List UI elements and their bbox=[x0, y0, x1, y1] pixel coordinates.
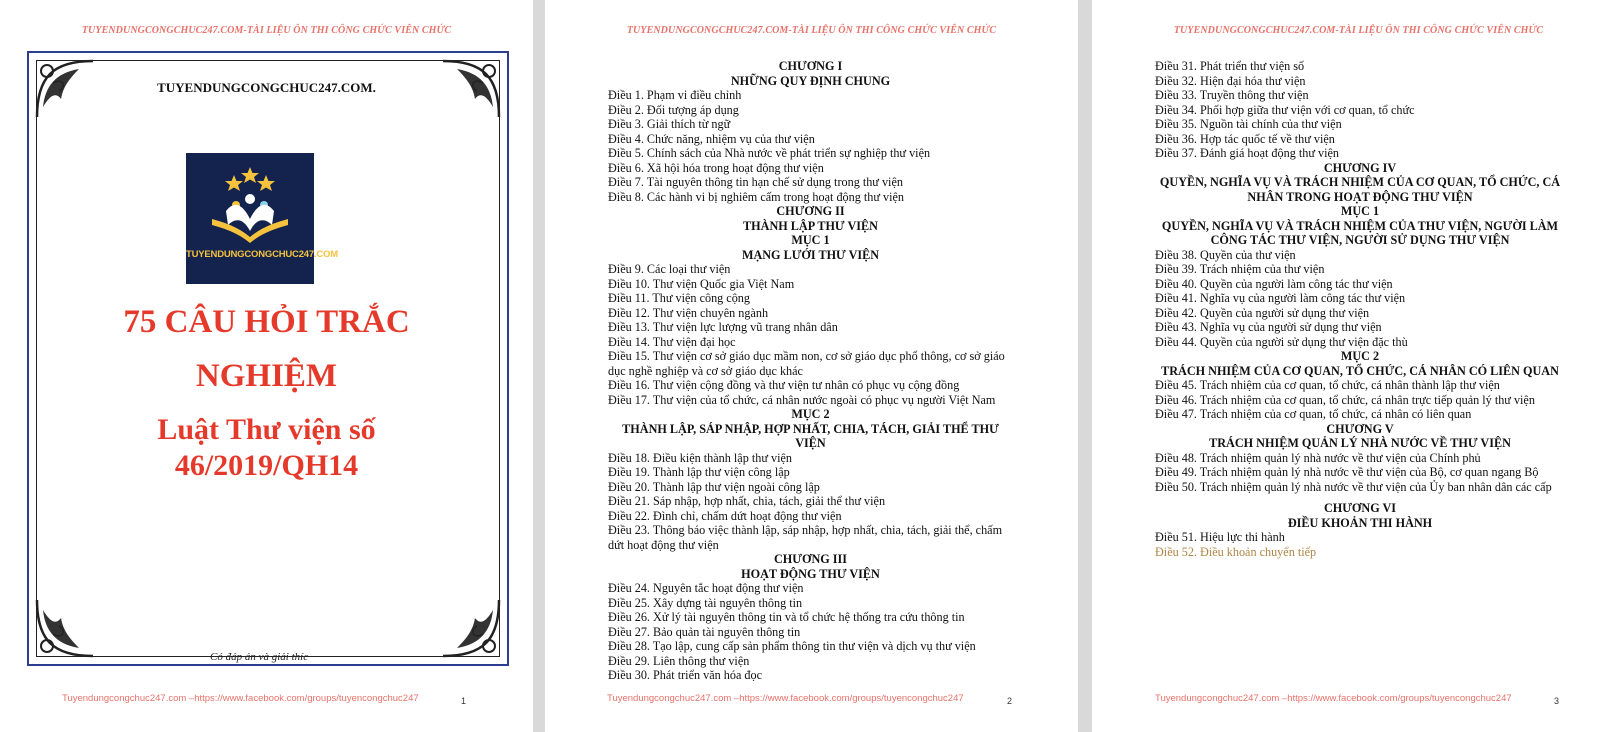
toc-entry[interactable]: Điều 12. Thư viện chuyên ngành bbox=[608, 305, 769, 320]
toc-entry[interactable]: Điều 31. Phát triển thư viện số bbox=[1155, 59, 1305, 73]
toc-heading: QUYỀN, NGHĨA VỤ VÀ TRÁCH NHIỆM CỦA THƯ VIỆN, NGƯỜI LÀM CÔNG TÁC THƯ VIỆN, NGƯỜI SỬ DỤNG THƯ VIỆN bbox=[1161, 218, 1559, 247]
toc-heading: THÀNH LẬP, SÁP NHẬP, HỢP NHẤT, CHIA, TÁCH, GIẢI THỂ THƯ VIỆN bbox=[622, 421, 999, 450]
cover-site-name: TUYENDUNGCONGCHUC247.COM. bbox=[157, 80, 376, 95]
toc-heading: MẠNG LƯỚI THƯ VIỆN bbox=[741, 247, 880, 262]
toc-entry[interactable]: Điều 30. Phát triển văn hóa đọc bbox=[608, 668, 762, 682]
toc-heading: ĐIỀU KHOẢN THI HÀNH bbox=[1287, 515, 1433, 530]
cover-note: Có đáp án và giải thíc bbox=[210, 651, 309, 663]
page-header: TUYENDUNGCONGCHUC247.COM-TÀI LIỆU ÔN THI CÔNG CHỨC VIÊN CHỨC bbox=[626, 25, 997, 36]
toc-entry[interactable]: Điều 5. Chính sách của Nhà nước về phát triển sự nghiệp thư viện bbox=[608, 146, 931, 160]
toc-entry[interactable]: Điều 41. Nghĩa vụ của người làm công tác thư viện bbox=[1155, 291, 1406, 305]
toc-entry[interactable]: Điều 10. Thư viện Quốc gia Việt Nam bbox=[608, 276, 795, 291]
toc-heading: NHỮNG QUY ĐỊNH CHUNG bbox=[730, 73, 891, 88]
toc-entry[interactable]: Điều 36. Hợp tác quốc tế về thư viện bbox=[1155, 131, 1335, 146]
logo-text: TUYENDUNGCONGCHUC247.COM bbox=[186, 249, 338, 260]
toc-heading: CHƯƠNG III bbox=[773, 552, 848, 566]
footer-link[interactable]: Tuyendungcongchuc247.com –https://www.facebook.com/groups/tuyencongchuc247 bbox=[1155, 693, 1512, 704]
page-number: 3 bbox=[1554, 696, 1560, 706]
toc-entry[interactable]: Điều 49. Trách nhiệm quản lý nhà nước về thư viện của Bộ, cơ quan ngang Bộ bbox=[1155, 465, 1539, 479]
toc-entry[interactable]: Điều 47. Trách nhiệm của cơ quan, tổ chức, cá nhân có liên quan bbox=[1155, 407, 1472, 421]
page-2 bbox=[545, 0, 1078, 732]
toc-entry[interactable]: Điều 20. Thành lập thư viện ngoài công lập bbox=[608, 479, 820, 494]
toc-entry[interactable]: Điều 16. Thư viện cộng đồng và thư viện tư nhân có phục vụ cộng đồng bbox=[608, 378, 960, 392]
page-header: TUYENDUNGCONGCHUC247.COM-TÀI LIỆU ÔN THI CÔNG CHỨC VIÊN CHỨC bbox=[81, 25, 452, 36]
toc-heading: MỤC 2 bbox=[791, 407, 830, 421]
cover-subtitle-line2: 46/2019/QH14 bbox=[174, 449, 359, 482]
toc-entry[interactable]: Điều 1. Phạm vi điều chỉnh bbox=[608, 88, 742, 102]
toc-entry[interactable]: Điều 37. Đánh giá hoạt động thư viện bbox=[1155, 146, 1339, 160]
toc-entry[interactable]: Điều 39. Trách nhiệm của thư viện bbox=[1155, 262, 1325, 276]
toc-entry[interactable]: Điều 6. Xã hội hóa trong hoạt động thư viện bbox=[608, 160, 824, 175]
table-of-contents bbox=[1155, 59, 1565, 559]
toc-entry[interactable]: Điều 23. Thông báo việc thành lập, sáp nhập, hợp nhất, chia, tách, giải thể, chấm dứt hoạt động thư viện bbox=[608, 523, 1003, 552]
toc-entry[interactable]: Điều 25. Xây dựng tài nguyên thông tin bbox=[608, 595, 803, 610]
toc-heading: CHƯƠNG VI bbox=[1323, 501, 1397, 515]
toc-heading: CHƯƠNG V bbox=[1326, 421, 1394, 436]
page-number: 2 bbox=[1007, 696, 1013, 706]
toc-entry[interactable]: Điều 33. Truyền thông thư viện bbox=[1155, 88, 1309, 102]
spacer bbox=[1155, 494, 1565, 501]
footer-link[interactable]: Tuyendungcongchuc247.com –https://www.facebook.com/groups/tuyencongchuc247 bbox=[607, 693, 964, 704]
toc-heading: MỤC 2 bbox=[1340, 349, 1380, 363]
toc-entry[interactable]: Điều 52. Điều khoản chuyển tiếp bbox=[1155, 544, 1317, 559]
toc-entry[interactable]: Điều 22. Đình chỉ, chấm dứt hoạt động thư viện bbox=[608, 508, 842, 523]
toc-heading: MỤC 1 bbox=[791, 233, 830, 247]
page-3 bbox=[1092, 0, 1600, 732]
toc-entry[interactable]: Điều 18. Điều kiện thành lập thư viện bbox=[608, 450, 792, 465]
page-1 bbox=[0, 0, 533, 732]
toc-heading: CHƯƠNG II bbox=[776, 204, 845, 218]
brand-logo bbox=[186, 153, 338, 284]
toc-heading: THÀNH LẬP THƯ VIỆN bbox=[743, 218, 878, 233]
toc-entry[interactable]: Điều 38. Quyền của thư viện bbox=[1155, 247, 1296, 262]
ornament-corner-icon bbox=[437, 594, 503, 660]
toc-heading: QUYỀN, NGHĨA VỤ VÀ TRÁCH NHIỆM CỦA CƠ QUAN, TỔ CHỨC, CÁ NHÂN TRONG HOẠT ĐỘNG THƯ VIỆN bbox=[1159, 175, 1561, 204]
toc-entry[interactable]: Điều 43. Nghĩa vụ của người sử dụng thư viện bbox=[1155, 320, 1382, 334]
toc-entry[interactable]: Điều 46. Trách nhiệm của cơ quan, tổ chức, cá nhân trực tiếp quản lý thư viện bbox=[1155, 392, 1535, 407]
toc-heading: CHƯƠNG IV bbox=[1323, 160, 1397, 175]
table-of-contents bbox=[608, 59, 1013, 683]
toc-entry[interactable]: Điều 7. Tài nguyên thông tin hạn chế sử dụng trong thư viện bbox=[608, 175, 903, 189]
cover-subtitle-line1: Luật Thư viện số bbox=[157, 413, 376, 446]
toc-entry[interactable]: Điều 29. Liên thông thư viện bbox=[608, 653, 750, 668]
toc-entry[interactable]: Điều 42. Quyền của người sử dụng thư viện bbox=[1155, 305, 1370, 320]
toc-entry[interactable]: Điều 35. Nguồn tài chính của thư viện bbox=[1155, 117, 1342, 131]
toc-heading: MỤC 1 bbox=[1340, 204, 1380, 218]
toc-heading: TRÁCH NHIỆM QUẢN LÝ NHÀ NƯỚC VỀ THƯ VIỆN bbox=[1209, 436, 1511, 450]
toc-entry[interactable]: Điều 40. Quyền của người làm công tác thư viện bbox=[1155, 276, 1393, 291]
toc-entry[interactable]: Điều 51. Hiệu lực thi hành bbox=[1155, 530, 1285, 544]
toc-entry[interactable]: Điều 15. Thư viện cơ sở giáo dục mầm non, cơ sở giáo dục phổ thông, cơ sở giáo dục nghề nghiệp và cơ sở giáo dục khác bbox=[608, 349, 1005, 378]
ornament-corner-icon bbox=[33, 594, 99, 660]
footer-link[interactable]: Tuyendungcongchuc247.com –https://www.facebook.com/groups/tuyencongchuc247 bbox=[62, 693, 419, 704]
toc-entry[interactable]: Điều 48. Trách nhiệm quản lý nhà nước về thư viện của Chính phủ bbox=[1155, 450, 1481, 465]
toc-entry[interactable]: Điều 32. Hiện đại hóa thư viện bbox=[1155, 73, 1306, 88]
toc-entry[interactable]: Điều 24. Nguyên tắc hoạt động thư viện bbox=[608, 581, 804, 595]
toc-entry[interactable]: Điều 50. Trách nhiệm quản lý nhà nước về thư viện của Ủy ban nhân dân các cấp bbox=[1155, 479, 1552, 494]
toc-entry[interactable]: Điều 11. Thư viện công cộng bbox=[608, 291, 750, 305]
toc-entry[interactable]: Điều 21. Sáp nhập, hợp nhất, chia, tách, giải thể thư viện bbox=[608, 494, 886, 508]
toc-entry[interactable]: Điều 27. Bảo quản tài nguyên thông tin bbox=[608, 624, 801, 639]
toc-entry[interactable]: Điều 45. Trách nhiệm của cơ quan, tổ chức, cá nhân thành lập thư viện bbox=[1155, 378, 1500, 392]
toc-heading: TRÁCH NHIỆM CỦA CƠ QUAN, TỔ CHỨC, CÁ NHÂN CÓ LIÊN QUAN bbox=[1161, 363, 1559, 378]
page-header: TUYENDUNGCONGCHUC247.COM-TÀI LIỆU ÔN THI CÔNG CHỨC VIÊN CHỨC bbox=[1173, 25, 1544, 36]
toc-entry[interactable]: Điều 34. Phối hợp giữa thư viện với cơ quan, tổ chức bbox=[1155, 102, 1415, 117]
toc-entry[interactable]: Điều 44. Quyền của người sử dụng thư viện đặc thù bbox=[1155, 334, 1408, 349]
page-number: 1 bbox=[461, 696, 467, 706]
book-stars-icon bbox=[186, 153, 314, 253]
toc-entry[interactable]: Điều 13. Thư viện lực lượng vũ trang nhân dân bbox=[608, 320, 838, 334]
toc-entry[interactable]: Điều 9. Các loại thư viện bbox=[608, 262, 731, 276]
toc-entry[interactable]: Điều 17. Thư viện của tổ chức, cá nhân nước ngoài có phục vụ người Việt Nam bbox=[608, 392, 996, 407]
cover-title-line2: NGHIỆM bbox=[195, 358, 338, 394]
cover-title-line1: 75 CÂU HỎI TRẮC bbox=[123, 304, 410, 340]
toc-heading: HOẠT ĐỘNG THƯ VIỆN bbox=[741, 566, 880, 581]
toc-entry[interactable]: Điều 2. Đối tượng áp dụng bbox=[608, 102, 739, 117]
toc-entry[interactable]: Điều 26. Xử lý tài nguyên thông tin và tổ chức hệ thống tra cứu thông tin bbox=[608, 610, 965, 624]
toc-entry[interactable]: Điều 4. Chức năng, nhiệm vụ của thư viện bbox=[608, 131, 815, 146]
toc-entry[interactable]: Điều 28. Tạo lập, cung cấp sản phẩm thông tin thư viện và dịch vụ thư viện bbox=[608, 639, 976, 653]
toc-heading: CHƯƠNG I bbox=[778, 59, 843, 73]
toc-entry[interactable]: Điều 3. Giải thích từ ngữ bbox=[608, 117, 731, 131]
toc-entry[interactable]: Điều 8. Các hành vi bị nghiêm cấm trong hoạt động thư viện bbox=[608, 189, 904, 204]
toc-entry[interactable]: Điều 14. Thư viện đại học bbox=[608, 334, 736, 349]
toc-entry[interactable]: Điều 19. Thành lập thư viện công lập bbox=[608, 465, 790, 479]
